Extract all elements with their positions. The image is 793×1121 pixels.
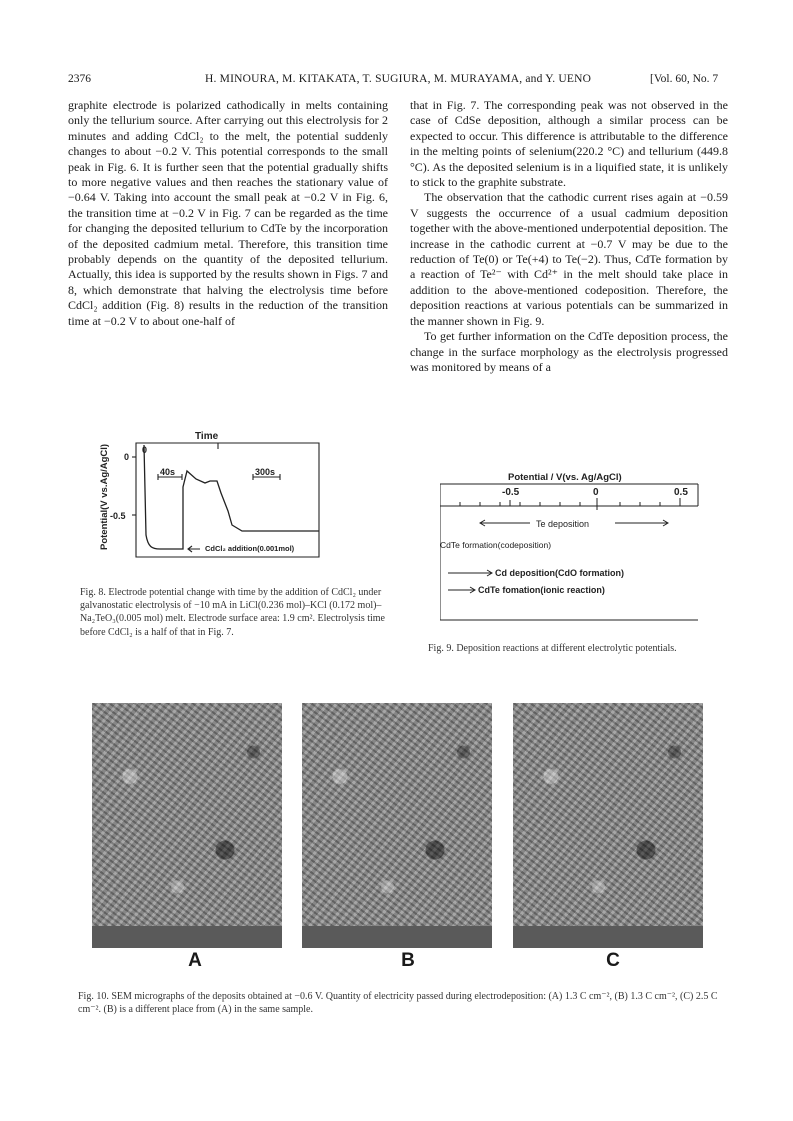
fig9-minor-ticks	[460, 502, 680, 506]
sem-label-c: C	[606, 950, 620, 971]
fig8-caption: Fig. 8. Electrode potential change with time by the addition of CdCl₂ under galvanostatic electrolysis of −10 mA in LiCl(0.236 mol)–KCl (0.172 mol)–Na₂TeO₃(0.005 mol) melt. Electrode surface area: 1.9 cm². Electrolysis time before CdCl₂ is a half of that in Fig. 7.	[80, 587, 385, 638]
fig8-scale-40s: 40s	[160, 467, 176, 477]
right-column	[410, 98, 728, 375]
fig9-row-ionic: CdTe fomation(ionic reaction)	[478, 585, 605, 595]
sem-label-a: A	[188, 950, 202, 971]
fig8-plot	[90, 425, 390, 575]
fig9-row-cd: Cd deposition(CdO formation)	[495, 568, 624, 578]
sem-label-b: B	[401, 950, 415, 971]
fig9-tick-label: 0.5	[674, 487, 688, 498]
sem-scale-bar	[92, 926, 282, 948]
fig9-axis-title: Potential / V(vs. Ag/AgCl)	[508, 472, 622, 483]
fig8-tick-neg05: -0.5	[110, 511, 126, 521]
fig9-tick-label: -0.5	[502, 487, 520, 498]
sem-micrograph-b	[302, 703, 492, 948]
paragraph: graphite electrode is polarized cathodically in melts containing only the tellurium source. After carrying out this electrolysis for 2 minutes and adding CdCl₂ to the melt, the potential suddenly changes to about −0.2 V. This potential corresponds to the small peak in Fig. 6. It is further seen that the potential gradually shifts to more negative values and then reaches the stationary value of −0.64 V. Taking into account the small peak at −0.2 V in Fig. 6, the transition time at −0.2 V in Fig. 7 can be regarded as the time for changing the deposited tellurium to CdTe by the incorporation of the deposited cadmium metal. Therefore, this transition time probably depends on the quantity of the deposited tellurium. Actually, this idea is supported by the results shown in Figs. 7 and 8, which demonstrate that halving the electrolysis time before CdCl₂ addition (Fig. 8) results in the reduction of the transition time at −0.2 V to about one-half of	[68, 98, 388, 328]
fig9-ionic-arrow	[448, 587, 475, 593]
fig8-origin-label: 0	[142, 445, 148, 455]
fig9-tick-label: 0	[593, 487, 599, 498]
running-authors: H. MINOURA, M. KITAKATA, T. SUGIURA, M. MURAYAMA, and Y. UENO	[205, 73, 592, 85]
fig8-y-label: Potential(V vs.Ag/AgCl)	[99, 443, 110, 550]
fig9-te-arrow-right	[615, 520, 668, 526]
fig9-row-te: Te deposition	[536, 519, 590, 529]
fig8-frame	[136, 443, 319, 557]
paragraph: To get further information on the CdTe deposition process, the change in the surface morphology as the electrolysis progressed was monitored by means of a	[410, 329, 728, 374]
page-number: 2376	[68, 73, 91, 85]
sem-scale-bar	[513, 926, 703, 948]
fig8-scale-300s: 300s	[255, 467, 276, 477]
fig8-tick-0: 0	[124, 452, 130, 462]
figure-9	[440, 470, 700, 630]
fig9-caption: Fig. 9. Deposition reactions at different electrolytic potentials.	[428, 643, 677, 654]
fig8-addition-label: CdCl₂ addition(0.001mol)	[205, 544, 295, 553]
figure-8	[90, 425, 390, 575]
sem-micrograph-a	[92, 703, 282, 948]
fig10-caption: Fig. 10. SEM micrographs of the deposits obtained at −0.6 V. Quantity of electricity passed during electrodeposition: (A) 1.3 C cm⁻², (B) 1.3 C cm⁻², (C) 2.5 C cm⁻². (B) is a different place from (A) in the same sample.	[78, 991, 718, 1016]
fig8-addition-arrow	[188, 546, 200, 552]
fig8-potential-curve	[144, 445, 319, 549]
left-column	[68, 98, 388, 329]
paragraph: that in Fig. 7. The corresponding peak was not observed in the case of CdSe deposition, although a similar process can be expected to occur. This difference is attributable to the difference in the melting points of selenium(220.2 °C) and tellurium (449.8 °C). As the deposited selenium is in a liquified state, it is unlikely to stick to the graphite substrate.	[410, 98, 728, 190]
fig9-row-codep: CdTe formation(codeposition)	[440, 540, 552, 550]
sem-micrograph-c	[513, 703, 703, 948]
paragraph: The observation that the cathodic current rises again at −0.59 V suggests the occurrence of a usual cadmium deposition together with the above-mentioned underpotential deposition. The increase in the cathodic current at −0.7 V may be due to the reduction of Te(0) or Te(+4) to Te(−2). Thus, CdTe formation by a reaction of Te²⁻ with Cd²⁺ in the melt should take place in addition to the above-mentioned codeposition. Therefore, the deposition reactions at various potentials can be summarized in the manner shown in Fig. 9.	[410, 190, 728, 328]
fig9-diagram	[440, 470, 700, 630]
fig8-x-label: Time	[195, 431, 219, 442]
fig9-cd-arrow	[448, 570, 492, 576]
journal-volume: [Vol. 60, No. 7	[650, 73, 719, 85]
sem-scale-bar	[302, 926, 492, 948]
fig9-te-arrow-left	[480, 520, 530, 526]
